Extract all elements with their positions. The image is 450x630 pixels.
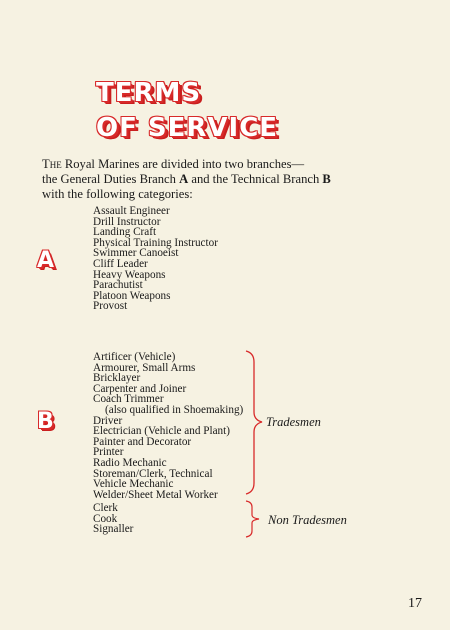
intro-text-2: the General Duties Branch [42,172,180,186]
list-item: Painter and Decorator [93,435,192,448]
list-item: Landing Craft [93,226,157,239]
page-number: 17 [408,596,422,611]
list-item: Armourer, Small Arms [93,361,196,374]
intro-paragraph [42,157,422,202]
list-item: Assault Engineer [93,205,170,217]
list-item: Coach Trimmer [93,393,164,406]
list-item: Bricklayer [93,372,141,385]
page-title-line-1: TERMS [96,78,202,108]
list-item: Storeman/Clerk, Technical [93,467,213,480]
list-item: Provost [93,300,128,313]
tradesmen-brace-icon [244,350,264,495]
branch-a-letter: A [37,248,55,273]
list-item: Carpenter and Joiner [93,382,187,395]
intro-text-4: with the following categories: [42,187,193,201]
non-tradesmen-brace-icon [244,500,262,538]
list-item: Platoon Weapons [93,289,171,302]
list-item: Drill Instructor [93,215,161,228]
branch-b-tradesmen-list [93,352,243,500]
list-item: Electrician (Vehicle and Plant) [93,425,230,438]
list-item: Vehicle Mechanic [93,478,174,491]
list-item: Printer [93,446,124,459]
list-item: Parachutist [93,279,143,292]
tradesmen-label: Tradesmen [266,415,321,429]
branch-b-non-tradesmen-list [93,503,133,535]
page-title-line-2: OF SERVICE [96,113,279,143]
list-item: Driver [93,414,123,427]
list-item: Cook [93,512,118,525]
intro-lead: The [42,157,62,171]
list-item: Artificer (Vehicle) [93,351,176,363]
intro-branch-b: B [322,172,331,186]
list-item-note: (also qualified in Shoemaking) [105,403,244,416]
list-item: Physical Training Instructor [93,236,218,249]
list-item: Heavy Weapons [93,268,166,281]
list-item: Signaller [93,523,134,536]
intro-text-1: Royal Marines are divided into two branches— [61,157,305,171]
intro-branch-a: A [179,172,189,186]
intro-text-3: and the Technical Branch [188,172,323,186]
non-tradesmen-label: Non Tradesmen [268,513,347,527]
branch-b-letter: B [37,409,54,434]
list-item: Radio Mechanic [93,456,167,469]
list-item: Welder/Sheet Metal Worker [93,488,218,501]
branch-a-list [93,206,218,312]
list-item: Cliff Leader [93,257,148,270]
list-item: Clerk [93,502,118,514]
list-item: Swimmer Canoeist [93,247,179,260]
